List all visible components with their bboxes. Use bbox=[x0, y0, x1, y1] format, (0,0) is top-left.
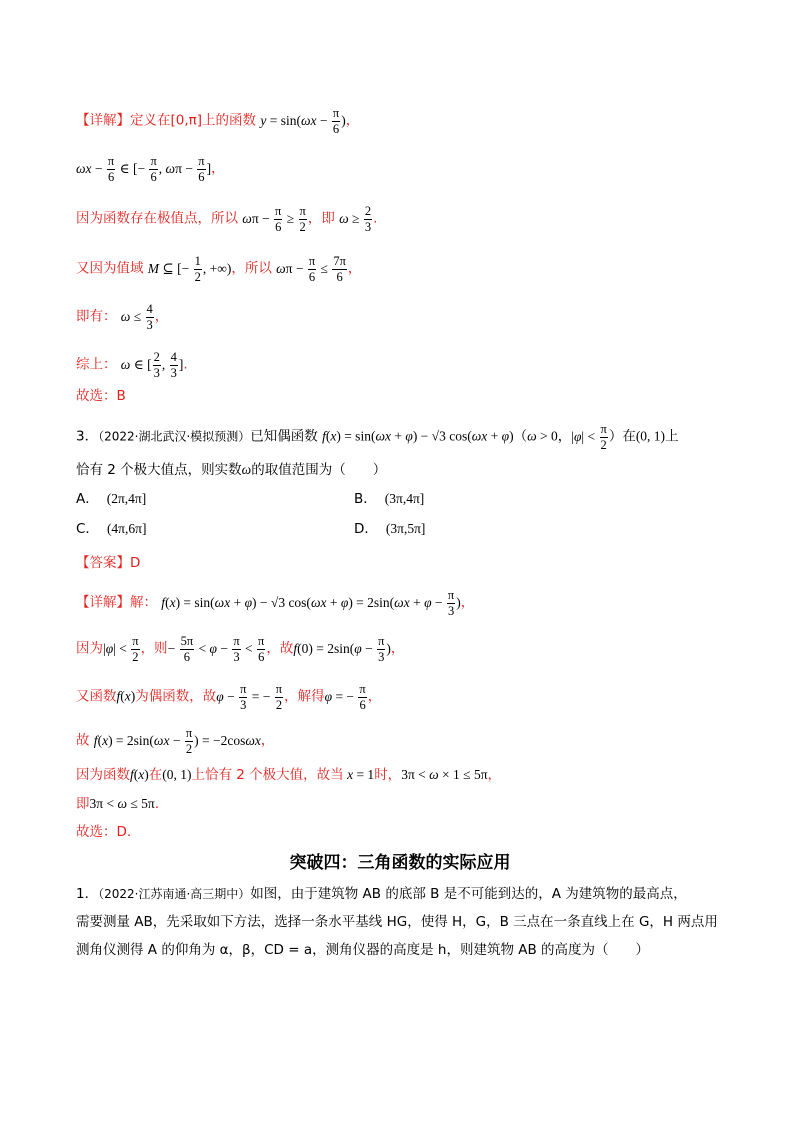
math-expr: f(x) = sin(ωx + φ) − √3 cos(ωx + φ) bbox=[322, 428, 514, 444]
option-b[interactable]: B． (3π,4π] bbox=[354, 491, 425, 507]
q4-stem bbox=[76, 880, 726, 964]
q3-stem-line2: 恰有 2 个极大值点，则实数ω的取值范围为（ ） bbox=[76, 462, 387, 478]
math-expr: ωx − $\frac{\pi}{6}$ ∈ [− $\frac{\pi}{6}$ , ωπ − $\frac{\pi}{6}$ ] bbox=[76, 154, 212, 184]
math-expr: ωπ − $\frac{\pi}{6}$ ≤ $\frac{7\pi}{6}$ bbox=[276, 254, 346, 284]
q2-detail-line4: 又因为值域 M ⊆ [− $\frac{1}{2}$ , +∞)，所以 ωπ − $\frac{\pi}{6}$ ≤ $\frac{7\pi}{6}$ ， bbox=[76, 254, 362, 284]
math-expr: ωπ − $\frac{\pi}{6}$ ≥ $\frac{\pi}{2}$ bbox=[242, 204, 306, 234]
q2-choose: 故选：B bbox=[76, 388, 126, 404]
q3-sol-line2: 因为|φ| < $\frac{\pi}{2}$ ，则− $\frac{5\pi}{6}$ < φ − $\frac{\pi}{3}$ < $\frac{\pi}{6}$ ，故f(0) = 2sin(φ − $\frac{\pi}{3}$ )， bbox=[76, 634, 405, 664]
q3-sol-line3: 又函数f(x)为偶函数，故φ − $\frac{\pi}{3}$ = − $\frac{\pi}{2}$ ，解得φ = − $\frac{\pi}{6}$ ， bbox=[76, 682, 382, 712]
math-expr: ω ≥ $\frac{2}{3}$ bbox=[339, 204, 372, 234]
q4-line1: 1．（2022·江苏南通·高三期中）如图，由于建筑物 AB 的底部 B 是不可能到达的，A 为建筑物的最高点， bbox=[76, 886, 687, 902]
math-expr: f(x) = sin(ωx + φ) − √3 cos(ωx + φ) = 2sin(ωx + φ − $\frac{\pi}{3}$ ) bbox=[161, 588, 461, 618]
q2-detail-line2: ωx − $\frac{\pi}{6}$ ∈ [− $\frac{\pi}{6}$ , ωπ − $\frac{\pi}{6}$ ]， bbox=[76, 154, 225, 184]
q3-choose: 故选：D. bbox=[76, 824, 132, 840]
option-c[interactable]: C． (4π,6π] bbox=[76, 521, 147, 537]
math-expr: M ⊆ [− $\frac{1}{2}$ , +∞) bbox=[147, 254, 232, 284]
q3-sol-line5: 因为函数f(x)在(0, 1)上恰有 2 个极大值，故当 x = 1时，3π < ω × 1 ≤ 5π， bbox=[76, 767, 502, 783]
section-title: 突破四：三角函数的实际应用 bbox=[289, 853, 511, 873]
q3-sol-line6: 即3π < ω ≤ 5π. bbox=[76, 796, 160, 812]
option-a[interactable]: A． (2π,4π] bbox=[76, 491, 147, 507]
q2-detail-line3: 因为函数存在极值点，所以 ωπ − $\frac{\pi}{6}$ ≥ $\frac{\pi}{2}$ ，即 ω ≥ $\frac{2}{3}$ . bbox=[76, 204, 378, 234]
q2-detail-line5: 即有： ω ≤ $\frac{4}{3}$ ， bbox=[76, 302, 169, 332]
q4-line2: 需要测量 AB，先采取如下方法，选择一条水平基线 HG，使得 H，G，B 三点在一条直线上在 G，H 两点用 bbox=[76, 914, 718, 930]
math-expr: y = sin(ωx − $\frac{\pi}{6}$ ) bbox=[260, 106, 346, 136]
q2-detail-line6: 综上： ω ∈ [ $\frac{2}{3}$ , $\frac{4}{3}$ ]. bbox=[76, 350, 188, 380]
detail-label: 【详解】 bbox=[76, 112, 130, 129]
math-expr: ω ∈ [ $\frac{2}{3}$ , $\frac{4}{3}$ ] bbox=[120, 350, 184, 380]
q3-answer: 【答案】D bbox=[76, 555, 141, 571]
q3-stem-line1: 3．（2022·湖北武汉·模拟预测）已知偶函数 f(x) = sin(ωx + φ) − √3 cos(ωx + φ)（ω > 0，|φ| < $\frac{\pi}{2}$ ）在(0, 1)上 bbox=[76, 422, 679, 452]
q3-sol-line4: 故 f(x) = 2sin(ωx − $\frac{\pi}{2}$ ) = −2cosωx， bbox=[76, 726, 275, 756]
q3-sol-line1: 【详解】解： f(x) = sin(ωx + φ) − √3 cos(ωx + φ) = 2sin(ωx + φ − $\frac{\pi}{3}$ )， bbox=[76, 588, 475, 618]
option-d[interactable]: D． (3π,5π] bbox=[354, 521, 426, 537]
q2-detail-line1: 【详解】定义在[0,π]上的函数 y = sin(ωx − $\frac{\pi}{6}$ )， bbox=[76, 106, 360, 136]
q4-line3: 测角仪测得 A 的仰角为 α，β，CD = a，测角仪器的高度是 h，则建筑物 AB 的高度为（ ） bbox=[76, 942, 650, 958]
math-expr: f(x) = 2sin(ωx − $\frac{\pi}{2}$ ) = −2cosωx bbox=[93, 726, 261, 756]
math-expr: ω ≤ $\frac{4}{3}$ bbox=[120, 302, 153, 332]
